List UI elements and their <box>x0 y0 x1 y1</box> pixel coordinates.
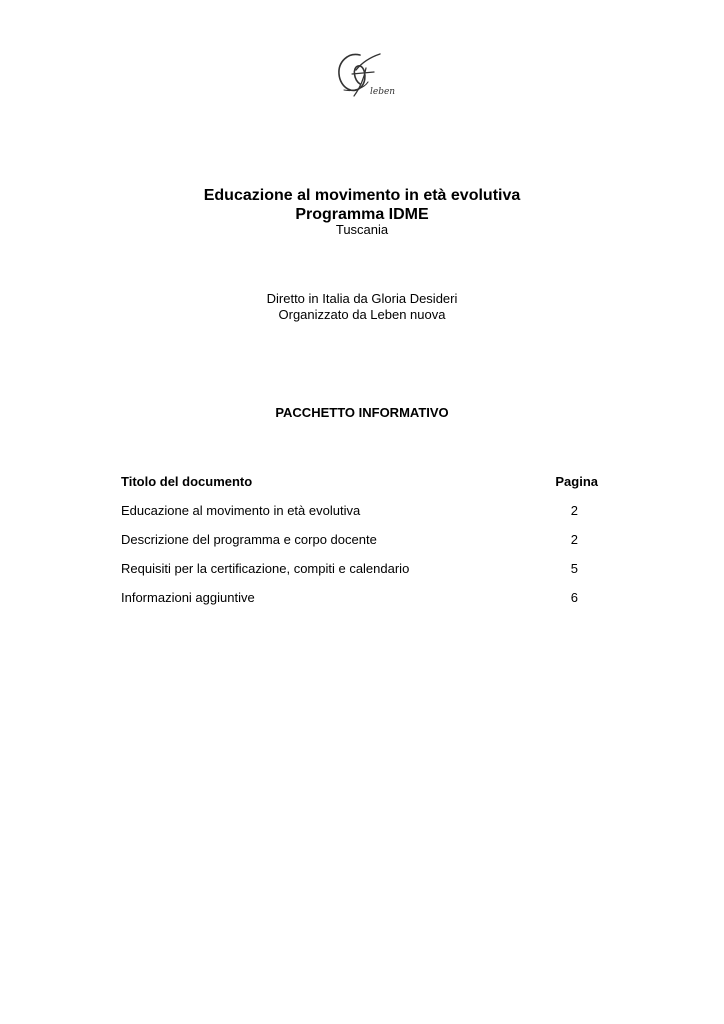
credits <box>0 291 724 323</box>
toc-row-title: Descrizione del programma e corpo docente <box>121 532 377 547</box>
toc-row-title: Requisiti per la certificazione, compiti e calendario <box>121 561 410 576</box>
title-line-1: Educazione al movimento in età evolutiva <box>203 187 521 204</box>
toc-col-title: Titolo del documento <box>121 474 253 489</box>
toc-col-page: Pagina <box>555 474 598 489</box>
location: Tuscania <box>335 222 389 237</box>
leben-logo <box>330 46 396 102</box>
table-of-contents <box>121 474 598 619</box>
toc-row-page: 6 <box>570 590 578 605</box>
toc-row-page: 2 <box>570 532 578 547</box>
toc-row-page: 2 <box>570 503 578 518</box>
svg-text:leben: leben <box>370 87 396 97</box>
toc-row <box>121 503 598 532</box>
leben-logo-signature <box>330 46 396 102</box>
toc-row <box>121 561 598 590</box>
toc-header-row <box>121 474 598 503</box>
organized-by: Organizzato da Leben nuova <box>278 307 446 322</box>
document-title <box>0 186 724 224</box>
directed-by: Diretto in Italia da Gloria Desideri <box>266 291 458 306</box>
toc-row-title: Educazione al movimento in età evolutiva <box>121 503 361 518</box>
packet-heading: PACCHETTO INFORMATIVO <box>275 405 449 420</box>
toc-row-page: 5 <box>570 561 578 576</box>
toc-row <box>121 590 598 619</box>
title-line-2: Programma IDME <box>295 206 429 223</box>
toc-row-title: Informazioni aggiuntive <box>121 590 255 605</box>
toc-row <box>121 532 598 561</box>
